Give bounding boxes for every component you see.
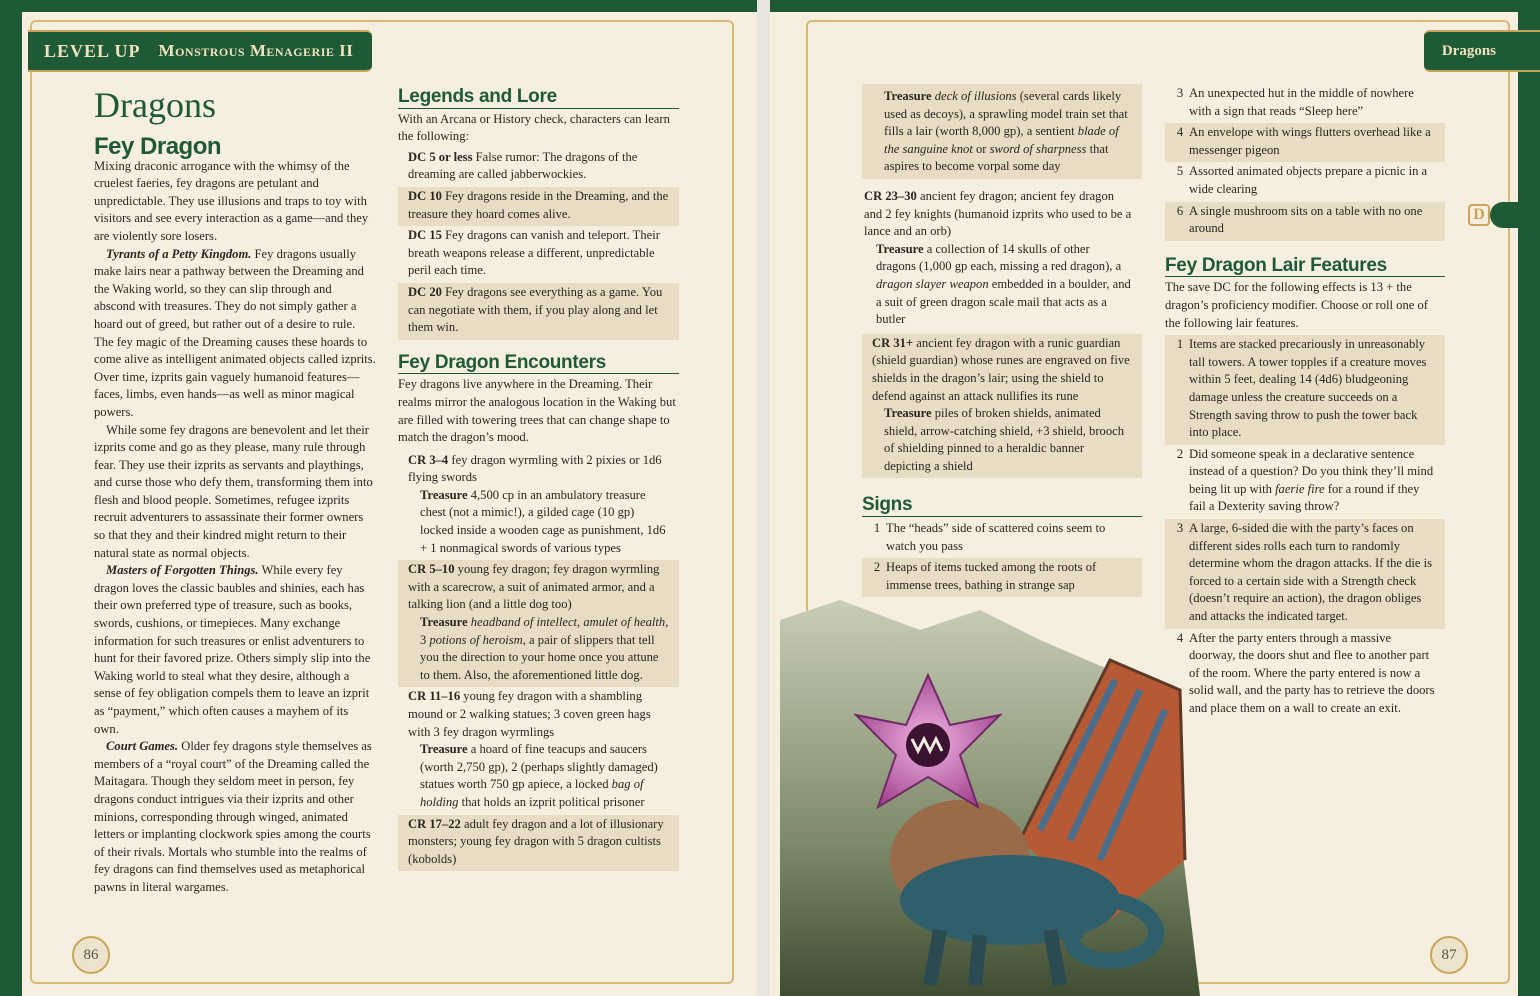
encounters-intro: Fey dragons live anywhere in the Dreaming. Their realms mirror the analogous location in the Waking but are filled with towering trees that can change shape to match the dragon’s mood. [398,377,676,445]
lore-entry-dc15: DC 15 Fey dragons can vanish and teleport. Their breath weapons release a different, unpredictable peril each time. [408,228,660,278]
page-number-left: 86 [72,936,110,974]
chapter-letter: D [1468,204,1490,226]
sign-item: 4 An envelope with wings flutters overhead like a messenger pigeon [1165,123,1445,162]
lore-entry-dc10: DC 10 Fey dragons reside in the Dreaming, and the treasure they hoard comes alive. [398,187,679,226]
left-page [0,0,757,996]
sign-item: 1 The “heads” side of scattered coins seem to watch you pass [873,521,1106,553]
encounter-cr31plus: CR 31+ ancient fey dragon with a runic guardian (shield guardian) whose runes are engraved on five shields in the dragon’s lair; using the shield to defend against an attack nullifies its rune Treasure piles of broken shields, animated shield, arrow-catching shield, +3 shield, brooch of shielding pinned to a heraldic banner depicting a shield [862,334,1142,479]
sign-item: 3 An unexpected hut in the middle of nowhere with a sign that reads “Sleep here” [1176,86,1414,118]
encounter-cr5-10: CR 5–10 young fey dragon; fey dragon wyrmling with a scarecrow, a suit of animated armor, and a talking lion (and a little dog too) Treasure headband of intellect, amulet of health, 3 potions of heroism, a pair of slippers that tell you the direction to your home once you attune to them. Also, the aforementioned little dog. [398,560,679,687]
chapter-title: Dragons [94,85,216,125]
legends-column [398,88,679,871]
lair-intro: The save DC for the following effects is 13 + the dragon’s proficiency modifier. Choose or roll one of the following lair features. [1165,280,1429,330]
chapter-label: Dragons [1441,42,1496,59]
border-right [1518,0,1540,996]
encounters-continued-column [862,84,1142,597]
encounter-cr17-22-treasure: Treasure deck of illusions (several cards likely used as decoys), a sprawling model train set that fills a lair (worth 8,000 gp), a sentient blade of the sanguine knot or sword of sharpness that aspires to become vorpal some day [862,84,1142,179]
brand-logo: LEVEL UP [44,40,141,61]
header-tab [28,30,372,72]
page-number-right: 87 [1430,936,1468,974]
lore-entry-dc5: DC 5 or less False rumor: The dragons of the dreaming are called jabberwockies. [408,149,638,182]
paragraph-court-games: Court Games. Older fey dragons style themselves as members of a “royal court” of the Dreaming called the Maitagara. Though they seldom meet in person, fey dragons conduct intrigues via their izprits and other minions, corresponding through winged, animated letters or implanting clockwork spies among the courts of their rivals. Mortals who stumble into the realms of fey dragons can find themselves used as metaphorical pawns in literal wargames. [94,739,372,894]
legends-intro: With an Arcana or History check, characters can learn the following: [398,111,670,144]
lair-item: 2 Did someone speak in a declarative sentence instead of a question? Do you think they’ll mind being lit up with faerie fire for a round if they fail a Dexterity saving throw? [1176,446,1434,514]
lore-entry-dc20: DC 20 Fey dragons see everything as a game. You can negotiate with them, if you play along and let them win. [398,283,679,340]
paragraph-tyrants: Tyrants of a Petty Kingdom. Fey dragons usually make lairs near a pathway between the Dreaming and the Waking world, so they can slip through and abscond with treasures. They do not simply gather a hoard out of greed, but rather out of a desire to rule. The fey magic of the Dreaming causes these hoards to come alive as intelligent animated objects called izprits. Over time, izprits gain vaguely humanoid features—faces, limbs, even hands—as well as minor magical powers. [94,246,376,419]
lair-title: Fey Dragon Lair Features [1165,257,1445,278]
sign-item: 2 Heaps of items tucked among the roots of immense trees, bathing in strange sap [862,558,1142,597]
encounter-cr17-22: CR 17–22 adult fey dragon and a lot of illusionary monsters; young fey dragon with 5 dragon cultists (kobolds) [398,815,679,872]
intro-text: Mixing draconic arrogance with the whimsy of the cruelest faeries, fey dragons are petulant and unpredictable. They use illusions and traps to toy with visitors and see every interaction as a game—and they are violently sore losers. [94,158,369,243]
lair-item: 1 Items are stacked precariously in unreasonably tall towers. A tower topples if a creature moves within 5 feet, dealing 14 (4d6) bludgeoning damage unless the creature succeeds on a Strength saving throw to push the tower back into place. [1165,335,1445,445]
lair-item: 4 After the party enters through a massive doorway, the doors shut and flee to another part of the room. Where the party entered is now a solid wall, and the party has to retrieve the doors and place them on a wall to create an exit. [1176,630,1435,715]
lair-item: 3 A large, 6-sided die with the party’s faces on different sides rolls each turn to randomly determine whom the dragon attacks. If the die is forced to a certain side with a Strength check (doesn’t require an action), the dragon obliges and attacks the indicated target. [1165,519,1445,629]
encounter-cr3-4: CR 3–4 fey dragon wyrmling with 2 pixies or 1d6 flying swords Treasure 4,500 cp in an ambulatory treasure chest (not a mimic!), a gilded cage (10 gp) locked inside a wooden cage as punishment, 1d6 + 1 nonmagical swords of various types [408,452,666,555]
border-top-right [770,0,1540,12]
paragraph-masters: Masters of Forgotten Things. While every fey dragon loves the classic baubles and shinies, each has their own preferred type of treasure, such as books, swords, cushions, or timepieces. Many exchange information for such treasures or enlist adventurers to hunt for their favored prize. Others simply slip into the Waking world to steal what they desire, although a sense of fey obligation compels them to leave an izprit as “payment,” which often causes a mayhem of its own. [94,563,371,736]
header-tab-dragons [1424,30,1540,72]
encounter-cr11-16: CR 11–16 young fey dragon with a shambling mound or 2 walking statues; 3 coven green hags with 3 fey dragon wyrmlings Treasure a hoard of fine teacups and saucers (worth 2,750 gp), 2 (perhaps slightly damaged) statues worth 750 gp apiece, a locked bag of holding that holds an izprit political prisoner [408,689,658,809]
signs-lair-column [1165,84,1445,721]
fey-dragon-title: Fey Dragon [94,133,222,160]
encounter-cr23-30: CR 23–30 ancient fey dragon; ancient fey dragon and 2 fey knights (humanoid izprits who used to be a lance and an orb) Treasure a collection of 14 skulls of other dragons (1,000 gp each, missing a red dragon), a dragon slayer weapon embedded in a boulder, and a suit of green dragon scale mail that acts as a butler [864,188,1132,327]
sign-item: 5 Assorted animated objects prepare a picnic in a wide clearing [1176,164,1428,196]
book-title: Monstrous Menagerie II [158,41,354,60]
legends-title: Legends and Lore [398,88,679,109]
paragraph-benevolent: While some fey dragons are benevolent and let their izprits come and go as they please, many rule through fear. They use their izprits as servants and playthings, and curse those who defy them, transforming them into flesh and blood people. Sometimes, refugee izprits recruit adventurers to assassinate their former owners so that they and their kindred might return to their natural state as normal objects. [94,422,373,560]
signs-title: Signs [862,496,1142,517]
sign-item: 6 A single mushroom sits on a table with no one around [1165,202,1445,241]
encounters-title: Fey Dragon Encounters [398,354,679,375]
border-left [0,0,22,996]
fey-dragon-illustration [780,600,1200,996]
border-top [0,0,757,12]
chapter-thumb-tab [1473,202,1536,228]
fey-dragon-column [94,133,376,897]
